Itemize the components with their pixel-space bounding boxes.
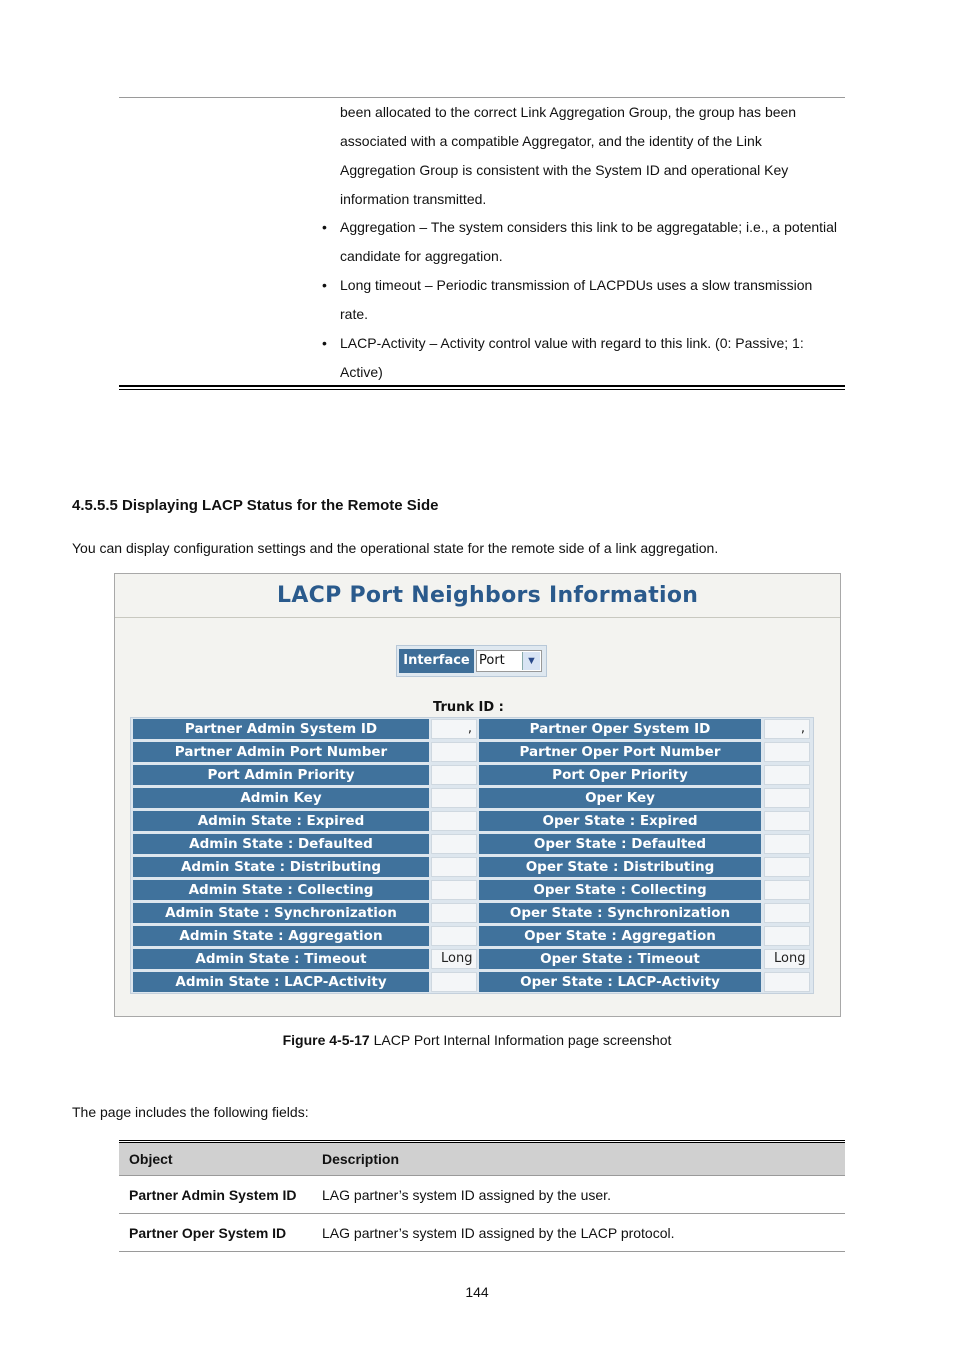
oper-field-label: Oper State : LACP-Activity <box>479 972 761 992</box>
object-cell: Partner Admin System ID <box>119 1176 312 1214</box>
table-row <box>119 1214 845 1252</box>
admin-field-label: Partner Admin Port Number <box>133 742 429 762</box>
page-number: 144 <box>465 1284 489 1300</box>
screenshot-title: LACP Port Neighbors Information <box>277 583 699 608</box>
info-row <box>131 948 813 969</box>
info-row <box>131 787 813 808</box>
oper-field-value: , <box>764 719 810 739</box>
lacp-neighbors-screenshot <box>114 573 841 1017</box>
description-cell: LAG partner’s system ID assigned by the user. <box>312 1176 845 1214</box>
bullet-text: LACP-Activity – Activity control value with regard to this link. (0: Passive; 1: Active) <box>340 335 804 380</box>
bullet-item <box>322 271 840 329</box>
admin-field-value <box>431 857 477 877</box>
info-row <box>131 925 813 946</box>
oper-field-label: Partner Oper Port Number <box>479 742 761 762</box>
oper-field-value <box>764 972 810 992</box>
oper-field-value <box>764 788 810 808</box>
admin-field-label: Admin State : Defaulted <box>133 834 429 854</box>
bullet-icon: • <box>322 277 327 293</box>
oper-field-value <box>764 811 810 831</box>
admin-field-label: Admin State : Distributing <box>133 857 429 877</box>
admin-field-value <box>431 788 477 808</box>
admin-field-value <box>431 903 477 923</box>
info-row <box>131 810 813 831</box>
bullet-icon: • <box>322 219 327 235</box>
admin-field-value <box>431 742 477 762</box>
oper-field-label: Oper State : Aggregation <box>479 926 761 946</box>
continuation-paragraph: been allocated to the correct Link Aggregation Group, the group has been associated with a compatible Aggregator, and the identity of the Link Aggregation Group is consistent with the System ID and operational Key information transmitted. <box>340 104 797 207</box>
oper-field-value <box>764 765 810 785</box>
figure-number: Figure 4-5-17 <box>282 1032 370 1048</box>
oper-field-label: Oper State : Defaulted <box>479 834 761 854</box>
chevron-down-icon[interactable]: ▼ <box>522 652 540 670</box>
figure-caption-text: LACP Port Internal Information page screenshot <box>369 1032 672 1048</box>
admin-field-value <box>431 765 477 785</box>
oper-field-label: Oper State : Expired <box>479 811 761 831</box>
oper-field-value: Long <box>764 949 810 969</box>
admin-field-value <box>431 811 477 831</box>
admin-field-label: Admin State : Expired <box>133 811 429 831</box>
continuation-bullet-list <box>322 213 840 387</box>
info-row <box>131 971 813 992</box>
admin-field-value: Long <box>431 949 477 969</box>
interface-dropdown[interactable] <box>476 650 542 672</box>
admin-field-value <box>431 880 477 900</box>
admin-field-value <box>431 926 477 946</box>
section-intro: You can display configuration settings and the operational state for the remote side of a link aggregation. <box>72 540 719 556</box>
fields-intro: The page includes the following fields: <box>72 1104 309 1120</box>
admin-field-value <box>431 972 477 992</box>
neighbors-info-grid <box>130 717 814 994</box>
bullet-text: Aggregation – The system considers this link to be aggregatable; i.e., a potential candidate for aggregation. <box>340 219 838 264</box>
bullet-text: Long timeout – Periodic transmission of LACPDUs uses a slow transmission rate. <box>340 277 813 322</box>
oper-field-value <box>764 903 810 923</box>
oper-field-label: Oper State : Timeout <box>479 949 761 969</box>
fields-table <box>119 1140 845 1252</box>
oper-field-label: Port Oper Priority <box>479 765 761 785</box>
screenshot-title-bar <box>115 574 840 618</box>
bullet-icon: • <box>322 335 327 351</box>
table-header-row <box>119 1142 845 1176</box>
oper-field-value <box>764 880 810 900</box>
interface-selector <box>396 645 547 677</box>
info-row <box>131 764 813 785</box>
oper-field-label: Oper Key <box>479 788 761 808</box>
admin-field-label: Admin Key <box>133 788 429 808</box>
admin-field-value <box>431 834 477 854</box>
oper-field-label: Oper State : Collecting <box>479 880 761 900</box>
column-header-object: Object <box>119 1142 312 1176</box>
interface-label: Interface <box>399 649 474 673</box>
oper-field-value <box>764 742 810 762</box>
column-header-description: Description <box>312 1142 845 1176</box>
admin-field-label: Port Admin Priority <box>133 765 429 785</box>
object-cell: Partner Oper System ID <box>119 1214 312 1252</box>
info-row <box>131 833 813 854</box>
admin-field-label: Admin State : Collecting <box>133 880 429 900</box>
section-heading: 4.5.5.5 Displaying LACP Status for the Remote Side <box>72 497 439 514</box>
oper-field-label: Partner Oper System ID <box>479 719 761 739</box>
oper-field-label: Oper State : Synchronization <box>479 903 761 923</box>
admin-field-label: Admin State : Synchronization <box>133 903 429 923</box>
admin-field-value: , <box>431 719 477 739</box>
info-row <box>131 856 813 877</box>
info-row <box>131 741 813 762</box>
admin-field-label: Admin State : Timeout <box>133 949 429 969</box>
table-bottom-rule <box>119 385 845 390</box>
bullet-item <box>322 213 840 271</box>
bullet-item <box>322 329 840 387</box>
oper-field-value <box>764 834 810 854</box>
table-row <box>119 1176 845 1214</box>
figure-caption <box>0 1032 954 1048</box>
description-cell: LAG partner’s system ID assigned by the LACP protocol. <box>312 1214 845 1252</box>
info-row <box>131 902 813 923</box>
interface-dropdown-value: Port <box>479 653 505 668</box>
admin-field-label: Admin State : LACP-Activity <box>133 972 429 992</box>
oper-field-value <box>764 857 810 877</box>
oper-field-label: Oper State : Distributing <box>479 857 761 877</box>
admin-field-label: Admin State : Aggregation <box>133 926 429 946</box>
info-row <box>131 718 813 739</box>
trunk-id-label: Trunk ID : <box>433 700 504 715</box>
admin-field-label: Partner Admin System ID <box>133 719 429 739</box>
info-row <box>131 879 813 900</box>
oper-field-value <box>764 926 810 946</box>
